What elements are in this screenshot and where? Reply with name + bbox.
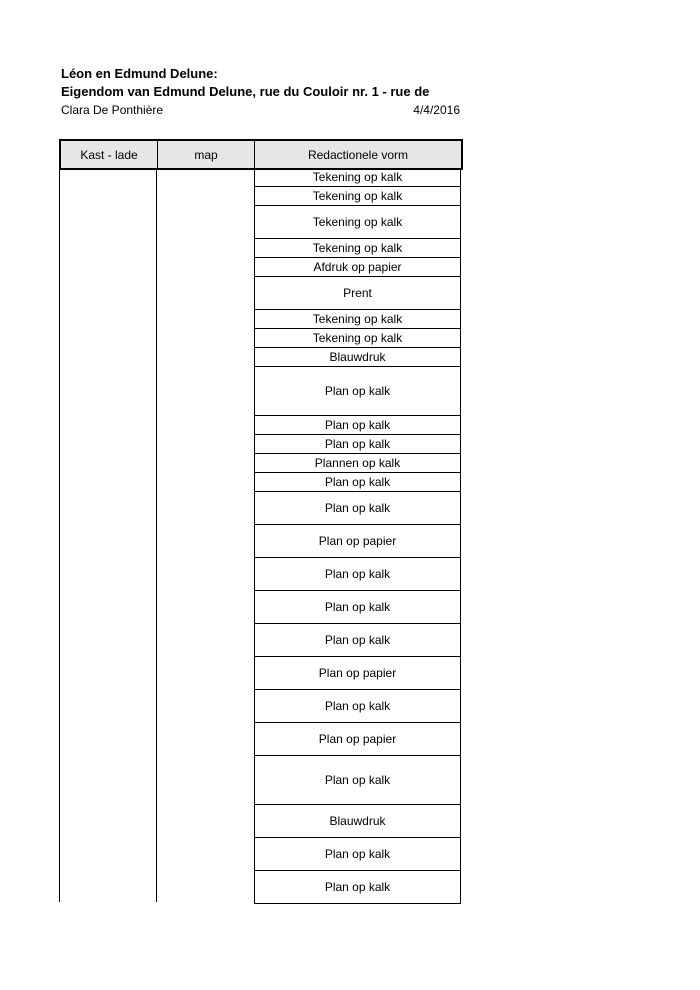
table-row: Blauwdruk bbox=[255, 348, 460, 367]
table-row: Plan op kalk bbox=[255, 367, 460, 416]
table-row: Plan op papier bbox=[255, 525, 460, 558]
column-header-kast-lade: Kast - lade bbox=[61, 141, 158, 168]
table-header bbox=[59, 139, 463, 170]
table-row: Plan op kalk bbox=[255, 690, 460, 723]
table-row: Afdruk op papier bbox=[255, 258, 460, 277]
table-row: Prent bbox=[255, 277, 460, 310]
column-divider-middle bbox=[156, 168, 157, 902]
table-row: Plan op kalk bbox=[255, 838, 460, 871]
document-date: 4/4/2016 bbox=[413, 103, 460, 117]
table-row: Blauwdruk bbox=[255, 805, 460, 838]
table-row: Plan op kalk bbox=[255, 591, 460, 624]
document-subtitle: Eigendom van Edmund Delune, rue du Couloir nr. 1 - rue de bbox=[61, 84, 430, 99]
table-row: Tekening op kalk bbox=[255, 168, 460, 187]
document-title: Léon en Edmund Delune: bbox=[61, 66, 218, 81]
table-row: Plan op kalk bbox=[255, 435, 460, 454]
table-row: Plan op kalk bbox=[255, 558, 460, 591]
table-row: Plan op kalk bbox=[255, 756, 460, 805]
column-header-map: map bbox=[158, 141, 255, 168]
table-row: Plan op kalk bbox=[255, 492, 460, 525]
table-row: Tekening op kalk bbox=[255, 239, 460, 258]
table-row: Plan op kalk bbox=[255, 871, 460, 904]
table-row: Tekening op kalk bbox=[255, 187, 460, 206]
table-row: Plan op papier bbox=[255, 723, 460, 756]
column-divider-left bbox=[59, 168, 60, 902]
table-row: Plan op kalk bbox=[255, 473, 460, 492]
table-row: Plan op kalk bbox=[255, 624, 460, 657]
table-row: Plan op kalk bbox=[255, 416, 460, 435]
column-header-redactionele-vorm: Redactionele vorm bbox=[255, 141, 461, 168]
author-name: Clara De Ponthière bbox=[61, 103, 164, 117]
table-row: Plannen op kalk bbox=[255, 454, 460, 473]
table-row: Plan op papier bbox=[255, 657, 460, 690]
table-body bbox=[254, 168, 461, 904]
table-row: Tekening op kalk bbox=[255, 310, 460, 329]
table-row: Tekening op kalk bbox=[255, 329, 460, 348]
table-row: Tekening op kalk bbox=[255, 206, 460, 239]
